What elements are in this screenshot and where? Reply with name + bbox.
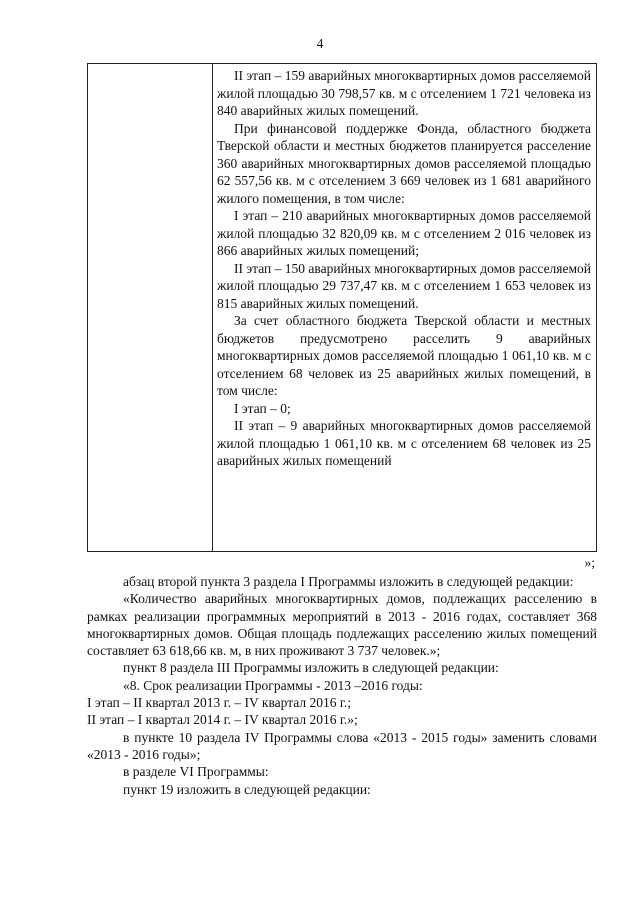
amendment-paragraph-1: абзац второй пункта 3 раздела I Программы изложить в следующей редакции: [123,574,574,589]
regional-budget-paragraph: За счет областного бюджета Тверской области и местных бюджетов предусмотрено расселить 9 аварийных многоквартирных домов расселяемой площадью 1 061,10 кв. м с отселением 68 человек из 25 аварийных жилых помещений, в том числе: [217,313,591,398]
table-column-divider [212,64,213,551]
amendment-text [87,573,597,798]
stage-2-fund-paragraph: II этап – 159 аварийных многоквартирных домов расселяемой жилой площадью 30 798,57 кв. м с отселением 1 721 человека из 840 аварийных жилых помещений. [217,68,592,118]
amendment-paragraph-3: пункт 8 раздела III Программы изложить в следующей редакции: [123,660,499,676]
table-cell-content [217,67,591,470]
amendment-paragraph-4: «8. Срок реализации Программы - 2013 –2016 годы: [123,677,423,693]
amendment-paragraph-8: в разделе VI Программы: [123,764,269,780]
amendment-paragraph-2: «Количество аварийных многоквартирных домов, подлежащих расселению в рамках реализации программных мероприятий в 2013 - 2016 годах, составляет 368 многоквартирных домов. Общая площадь подлежащих расселению жилых помещений составляет 63 618,66 кв. м, в них проживают 3 737 человек.»; [87,591,597,659]
program-table [87,63,597,552]
amendment-paragraph-7: в пункте 10 раздела IV Программы слова «2013 - 2015 годы» заменить словами «2013 - 2016 годы»; [87,729,597,762]
amendment-paragraph-5: I этап – II квартал 2013 г. – IV квартал 2016 г.; [87,695,352,711]
closing-quote: »; [584,555,595,570]
fund-stage-2-paragraph: II этап – 150 аварийных многоквартирных домов расселяемой жилой площадью 29 737,47 кв. м с отселением 1 653 человек из 815 аварийных жилых помещений. [217,260,592,311]
regional-stage-2-paragraph: II этап – 9 аварийных многоквартирных домов расселяемой жилой площадью 1 061,10 кв. м с отселением 68 человек из 25 аварийных жилых помещений [217,418,591,468]
amendment-paragraph-9: пункт 19 изложить в следующей редакции: [123,781,371,797]
fund-stage-1-paragraph: I этап – 210 аварийных многоквартирных домов расселяемой жилой площадью 32 820,09 кв. м с отселением 2 016 человек из 866 аварийных жилых помещений; [217,208,591,258]
amendment-paragraph-6: II этап – I квартал 2014 г. – IV квартал 2016 г.»; [87,712,358,728]
fund-support-paragraph: При финансовой поддержке Фонда, областного бюджета Тверской области и местных бюджетов планируется расселение 360 аварийных многоквартирных домов расселяемой площадью 62 557,56 кв. м с отселением 3 669 человек из 1 681 аварийного жилого помещения, в том числе: [217,120,591,206]
regional-stage-1-paragraph: I этап – 0; [234,400,291,416]
page-number: 4 [316,36,324,51]
